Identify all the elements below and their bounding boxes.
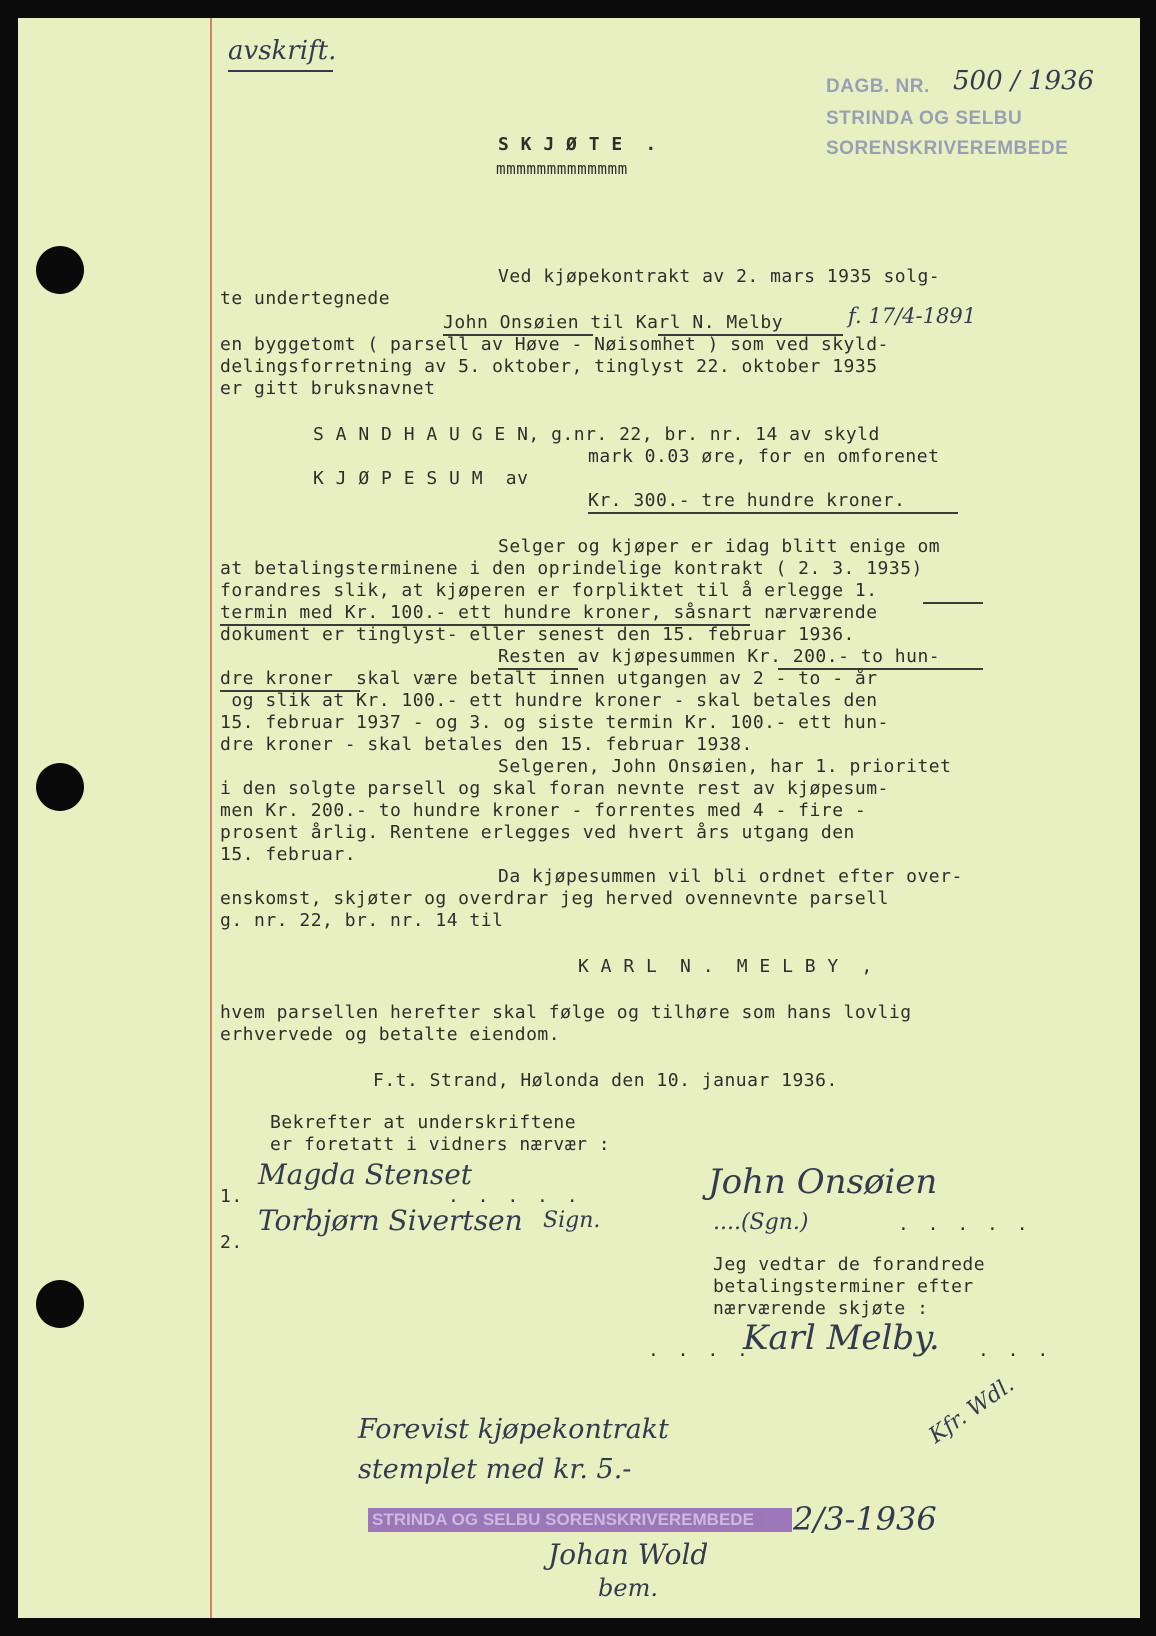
body-line: hvem parsellen herefter skal følge og tilhøre som hans lovlig <box>220 1002 912 1023</box>
punch-hole <box>36 763 84 811</box>
seller-sgn: ....(Sgn.) <box>713 1210 809 1235</box>
birthdate-note: f. 17/4-1891 <box>848 304 977 328</box>
underline <box>923 602 983 604</box>
body-line: Bekrefter at underskriftene <box>270 1112 577 1133</box>
underline <box>588 512 958 514</box>
avskrift-underline <box>228 70 333 72</box>
body-line: erhvervede og betalte eiendom. <box>220 1024 561 1045</box>
signature-dots: . . . <box>978 1340 1053 1361</box>
body-line: betalingsterminer efter <box>713 1276 974 1297</box>
handwritten-note: stemplet med kr. 5.- <box>358 1454 632 1485</box>
body-line: 15. februar 1937 - og 3. og siste termin Kr. 100.- ett hun- <box>220 712 889 733</box>
stamp-date: 2/3-1936 <box>793 1500 937 1538</box>
body-line: Kr. 300.- tre hundre kroner. <box>588 490 906 511</box>
body-line: i den solgte parsell og skal foran nevnte rest av kjøpesum- <box>220 778 889 799</box>
body-line: enskomst, skjøter og overdrar jeg herved ovennevnte parsell <box>220 888 889 909</box>
body-line: dokument er tinglyst- eller senest den 15. februar 1936. <box>220 624 855 645</box>
witness-sign-note: Sign. <box>543 1208 601 1233</box>
avskrift-note: avskrift. <box>228 36 337 66</box>
body-line: en byggetomt ( parsell av Høve - Nøisomhet ) som ved skyld- <box>220 334 889 355</box>
body-line: at betalingsterminene i den oprindelige kontrakt ( 2. 3. 1935) <box>220 558 923 579</box>
stamp-office: SORENSKRIVEREMBEDE <box>826 138 1069 159</box>
body-line: forandres slik, at kjøperen er forpliktet til å erlegge 1. <box>220 580 878 601</box>
page-title: S K J Ø T E . <box>498 134 657 155</box>
clerk-signature: Johan Wold <box>548 1538 709 1571</box>
body-line: prosent årlig. Rentene erlegges ved hvert års utgang den <box>220 822 855 843</box>
stamp-court: STRINDA OG SELBU <box>826 108 1023 129</box>
witness-number: 2. <box>220 1232 243 1253</box>
buyer-signature: Karl Melby. <box>743 1318 940 1358</box>
stamp-number: 500 / 1936 <box>953 66 1095 96</box>
body-line: og slik at Kr. 100.- ett hundre kroner - skal betales den <box>220 690 878 711</box>
body-line: 15. februar. <box>220 844 357 865</box>
signature-dots: . . . . . <box>448 1186 582 1207</box>
body-line: er foretatt i vidners nærvær : <box>270 1134 611 1155</box>
body-line: Jeg vedtar de forandrede <box>713 1254 986 1275</box>
body-line: delingsforretning av 5. oktober, tinglyst 22. oktober 1935 <box>220 356 878 377</box>
court-stamp: STRINDA OG SELBU SORENSKRIVEREMBEDE <box>368 1508 792 1532</box>
body-line: dre kroner skal være betalt innen utgangen av 2 - to - år <box>220 668 878 689</box>
witness-signature: Torbjørn Sivertsen <box>258 1204 523 1237</box>
body-line: Selger og kjøper er idag blitt enige om <box>498 536 941 557</box>
punch-hole <box>36 246 84 294</box>
body-line: Ved kjøpekontrakt av 2. mars 1935 solg- <box>498 266 941 287</box>
signature-dots: . . . . . <box>898 1214 1032 1235</box>
margin-line <box>210 18 212 1618</box>
buyer-name: K A R L N . M E L B Y , <box>578 956 873 977</box>
body-line: mark 0.03 øre, for en omforenet <box>588 446 940 467</box>
body-line: John Onsøien til Karl N. Melby <box>443 312 784 333</box>
document-page <box>18 18 1140 1618</box>
title-underline: mmmmmmmmmmmmm <box>496 159 628 178</box>
body-line: te undertegnede <box>220 288 391 309</box>
signature-dots: . . . . <box>648 1340 752 1361</box>
body-line: Da kjøpesummen vil bli ordnet efter over- <box>498 866 963 887</box>
witness-signature: Magda Stenset <box>258 1158 473 1191</box>
clerk-note: bem. <box>598 1574 658 1602</box>
body-line: men Kr. 200.- to hundre kroner - forrentes med 4 - fire - <box>220 800 867 821</box>
stamp-dagb: DAGB. NR. <box>826 76 930 97</box>
punch-hole <box>36 1280 84 1328</box>
place-date: F.t. Strand, Hølonda den 10. januar 1936. <box>373 1070 838 1091</box>
body-line: K J Ø P E S U M av <box>313 468 529 489</box>
witness-number: 1. <box>220 1186 243 1207</box>
body-line: dre kroner - skal betales den 15. februar 1938. <box>220 734 753 755</box>
body-line: nærværende skjøte : <box>713 1298 929 1319</box>
body-line: er gitt bruksnavnet <box>220 378 436 399</box>
seller-signature: John Onsøien <box>708 1162 938 1202</box>
initials: Kfr. Wdl. <box>924 1372 1019 1449</box>
handwritten-note: Forevist kjøpekontrakt <box>358 1414 669 1445</box>
body-line: Selgeren, John Onsøien, har 1. prioritet <box>498 756 952 777</box>
body-line: g. nr. 22, br. nr. 14 til <box>220 910 504 931</box>
body-line: S A N D H A U G E N, g.nr. 22, br. nr. 14 av skyld <box>313 424 880 445</box>
body-line: termin med Kr. 100.- ett hundre kroner, såsnart nærværende <box>220 602 878 623</box>
body-line: Resten av kjøpesummen Kr. 200.- to hun- <box>498 646 941 667</box>
